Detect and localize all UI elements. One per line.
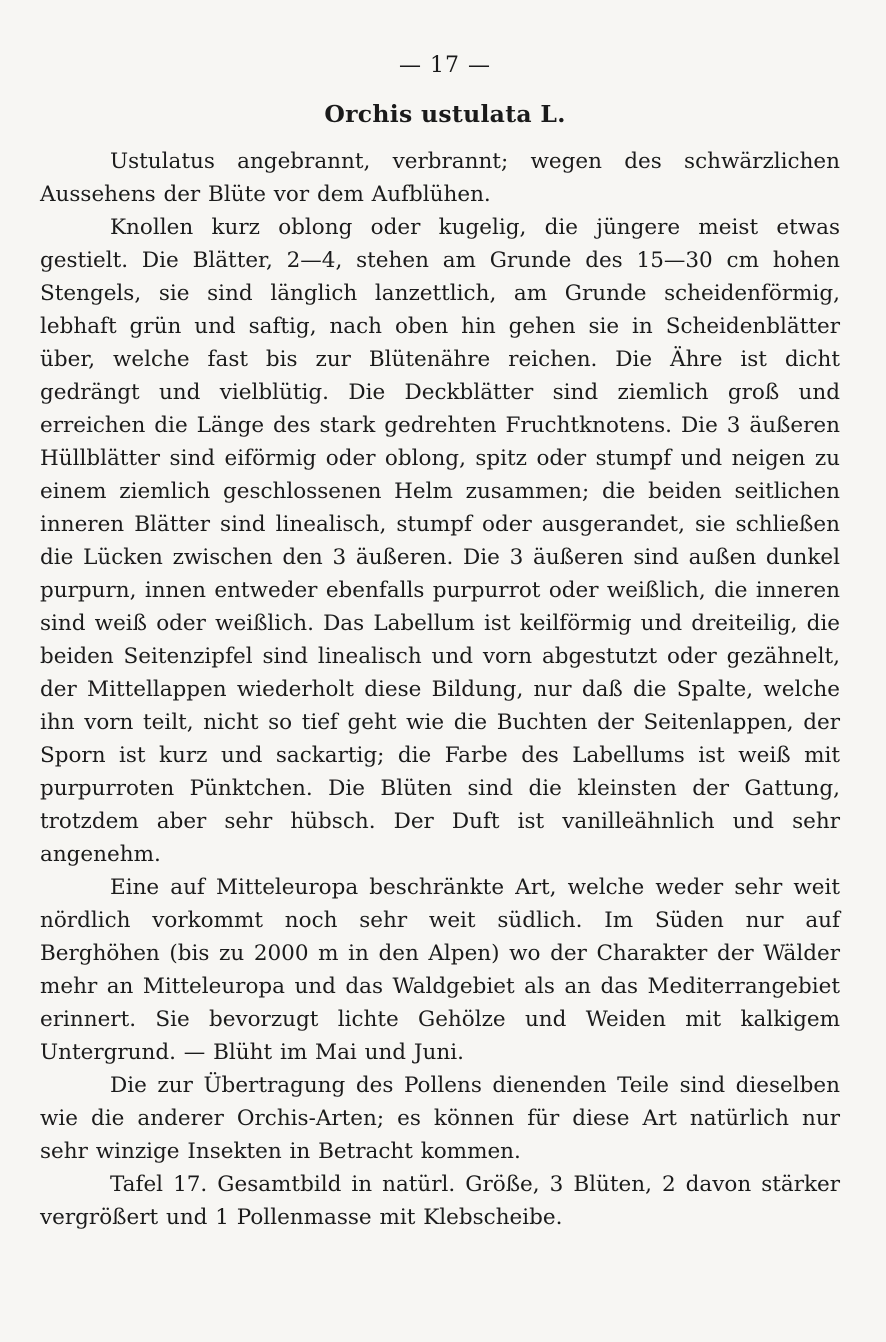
page-number: — 17 — [399,53,491,78]
paragraph-distribution: Eine auf Mitteleuropa beschränkte Art, welche weder sehr weit nördlich vorkommt noch sehr weit südlich. Im Süden nur auf Berghöhen (bis zu 2000 m in den Alpen) wo der Charakter der Wälder mehr an Mitteleuropa und das Waldgebiet als an das Mediterrangebiet erinnert. Sie bevorzugt lichte Gehölze und Weiden mit kalkigem Untergrund. — Blüht im Mai und Juni. [40,875,840,1065]
page-title: Orchis ustulata L. [324,100,566,128]
body-text [40,145,840,1234]
paragraph-etymology: Ustulatus angebrannt, verbrannt; wegen des schwärzlichen Aussehens der Blüte vor dem Aufblühen. [40,149,840,207]
paragraph-description: Knollen kurz oblong oder kugelig, die jüngere meist etwas gestielt. Die Blätter, 2—4, stehen am Grunde des 15—30 cm hohen Stengels, sie sind länglich lanzettlich, am Grunde scheidenförmig, lebhaft grün und saftig, nach oben hin gehen sie in Scheidenblätter über, welche fast bis zur Blütenähre reichen. Die Ähre ist dicht gedrängt und vielblütig. Die Deckblätter sind ziemlich groß und erreichen die Länge des stark gedrehten Fruchtknotens. Die 3 äußeren Hüllblätter sind eiförmig oder oblong, spitz oder stumpf und neigen zu einem ziemlich geschlossenen Helm zusammen; die beiden seitlichen inneren Blätter sind linealisch, stumpf oder ausgerandet, sie schließen die Lücken zwischen den 3 äußeren. Die 3 äußeren sind außen dunkel purpurn, innen entweder ebenfalls purpurrot oder weißlich, die inneren sind weiß oder weißlich. Das Labellum ist keilförmig und dreiteilig, die beiden Seitenzipfel sind linealisch und vorn abgestutzt oder gezähnelt, der Mittellappen wiederholt diese Bildung, nur daß die Spalte, welche ihn vorn teilt, nicht so tief geht wie die Buchten der Seitenlappen, der Sporn ist kurz und sackartig; die Farbe des Labellums ist weiß mit purpurroten Pünktchen. Die Blüten sind die kleinsten der Gattung, trotzdem aber sehr hübsch. Der Duft ist vanilleähnlich und sehr angenehm. [40,215,840,867]
paragraph-pollination: Die zur Übertragung des Pollens dienenden Teile sind dieselben wie die anderer Orchis-Arten; es können für diese Art natürlich nur sehr winzige Insekten in Betracht kommen. [40,1073,840,1164]
paragraph-plate-caption: Tafel 17. Gesamtbild in natürl. Größe, 3 Blüten, 2 davon stärker vergrößert und 1 Pollenmasse mit Klebscheibe. [40,1172,840,1230]
